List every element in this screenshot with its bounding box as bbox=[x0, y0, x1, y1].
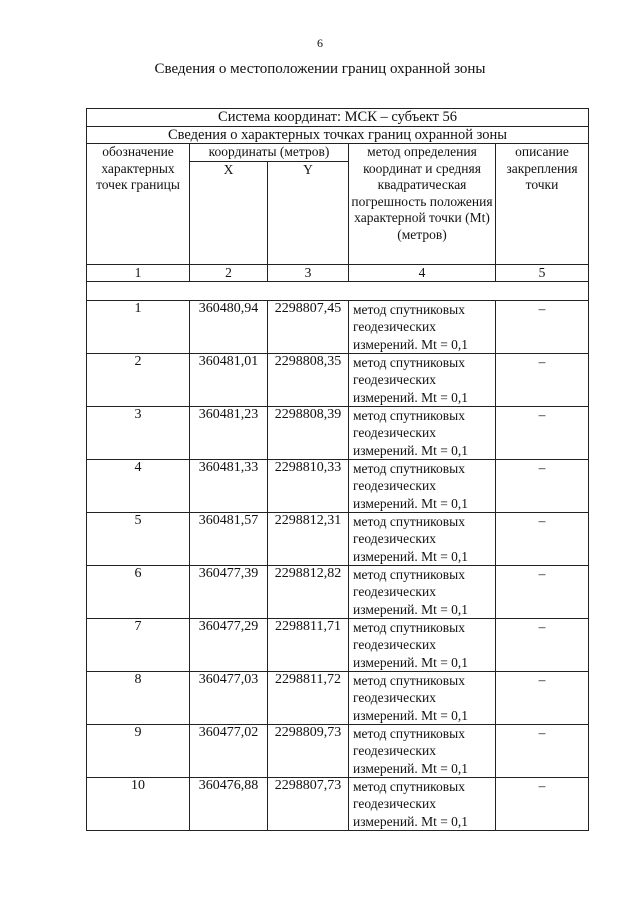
description-cell: – bbox=[496, 778, 589, 831]
method-cell: метод спутниковых геодезических измерений. Mt = 0,1 bbox=[349, 566, 496, 619]
y-coordinate-cell: 2298808,39 bbox=[268, 407, 349, 460]
description-cell: – bbox=[496, 725, 589, 778]
y-coordinate-cell: 2298812,82 bbox=[268, 566, 349, 619]
description-cell: – bbox=[496, 513, 589, 566]
x-coordinate-cell: 360481,23 bbox=[190, 407, 268, 460]
description-cell: – bbox=[496, 354, 589, 407]
y-coordinate-cell: 2298807,45 bbox=[268, 301, 349, 354]
points-info-header: Сведения о характерных точках границ охранной зоны bbox=[87, 126, 589, 144]
point-cell: 6 bbox=[87, 566, 190, 619]
table-row bbox=[87, 460, 589, 513]
method-cell: метод спутниковых геодезических измерений. Mt = 0,1 bbox=[349, 619, 496, 672]
column-number: 4 bbox=[349, 264, 496, 282]
column-number: 1 bbox=[87, 264, 190, 282]
coordinates-header: координаты (метров) bbox=[190, 144, 349, 162]
method-cell: метод спутниковых геодезических измерений. Mt = 0,1 bbox=[349, 513, 496, 566]
method-header: метод определения координат и средняя квадратическая погрешность положения характерной точки (Mt) (метров) bbox=[349, 144, 496, 265]
table-row bbox=[87, 513, 589, 566]
description-cell: – bbox=[496, 301, 589, 354]
y-coordinate-cell: 2298809,73 bbox=[268, 725, 349, 778]
x-header: X bbox=[190, 161, 268, 264]
designation-header: обозначение характерных точек границы bbox=[87, 144, 190, 265]
point-cell: 7 bbox=[87, 619, 190, 672]
y-header: Y bbox=[268, 161, 349, 264]
blank-separator-row bbox=[87, 282, 589, 301]
table-row bbox=[87, 672, 589, 725]
method-cell: метод спутниковых геодезических измерений. Mt = 0,1 bbox=[349, 301, 496, 354]
description-cell: – bbox=[496, 619, 589, 672]
point-cell: 10 bbox=[87, 778, 190, 831]
description-cell: – bbox=[496, 566, 589, 619]
table-row bbox=[87, 407, 589, 460]
x-coordinate-cell: 360481,33 bbox=[190, 460, 268, 513]
table-row bbox=[87, 725, 589, 778]
y-coordinate-cell: 2298811,71 bbox=[268, 619, 349, 672]
point-cell: 5 bbox=[87, 513, 190, 566]
point-cell: 9 bbox=[87, 725, 190, 778]
method-cell: метод спутниковых геодезических измерений. Mt = 0,1 bbox=[349, 407, 496, 460]
method-cell: метод спутниковых геодезических измерений. Mt = 0,1 bbox=[349, 725, 496, 778]
document-title: Сведения о местоположении границ охранной зоны bbox=[154, 61, 486, 77]
point-cell: 1 bbox=[87, 301, 190, 354]
description-cell: – bbox=[496, 407, 589, 460]
table-row bbox=[87, 301, 589, 354]
method-cell: метод спутниковых геодезических измерений. Mt = 0,1 bbox=[349, 778, 496, 831]
table-row bbox=[87, 354, 589, 407]
description-cell: – bbox=[496, 672, 589, 725]
description-cell: – bbox=[496, 460, 589, 513]
x-coordinate-cell: 360480,94 bbox=[190, 301, 268, 354]
column-number: 2 bbox=[190, 264, 268, 282]
point-cell: 3 bbox=[87, 407, 190, 460]
column-number: 5 bbox=[496, 264, 589, 282]
table-row bbox=[87, 566, 589, 619]
table-row bbox=[87, 619, 589, 672]
page-number: 6 bbox=[317, 36, 323, 50]
column-number: 3 bbox=[268, 264, 349, 282]
x-coordinate-cell: 360477,39 bbox=[190, 566, 268, 619]
point-cell: 2 bbox=[87, 354, 190, 407]
y-coordinate-cell: 2298812,31 bbox=[268, 513, 349, 566]
y-coordinate-cell: 2298810,33 bbox=[268, 460, 349, 513]
x-coordinate-cell: 360477,29 bbox=[190, 619, 268, 672]
point-cell: 8 bbox=[87, 672, 190, 725]
method-cell: метод спутниковых геодезических измерений. Mt = 0,1 bbox=[349, 354, 496, 407]
y-coordinate-cell: 2298807,73 bbox=[268, 778, 349, 831]
point-cell: 4 bbox=[87, 460, 190, 513]
x-coordinate-cell: 360481,01 bbox=[190, 354, 268, 407]
x-coordinate-cell: 360477,03 bbox=[190, 672, 268, 725]
table-row bbox=[87, 778, 589, 831]
method-cell: метод спутниковых геодезических измерений. Mt = 0,1 bbox=[349, 672, 496, 725]
y-coordinate-cell: 2298811,72 bbox=[268, 672, 349, 725]
coordinate-system-header: Система координат: МСК – субъект 56 bbox=[87, 109, 589, 127]
boundary-points-table bbox=[86, 108, 589, 831]
y-coordinate-cell: 2298808,35 bbox=[268, 354, 349, 407]
description-header: описание закрепления точки bbox=[496, 144, 589, 265]
x-coordinate-cell: 360476,88 bbox=[190, 778, 268, 831]
method-cell: метод спутниковых геодезических измерений. Mt = 0,1 bbox=[349, 460, 496, 513]
x-coordinate-cell: 360481,57 bbox=[190, 513, 268, 566]
x-coordinate-cell: 360477,02 bbox=[190, 725, 268, 778]
